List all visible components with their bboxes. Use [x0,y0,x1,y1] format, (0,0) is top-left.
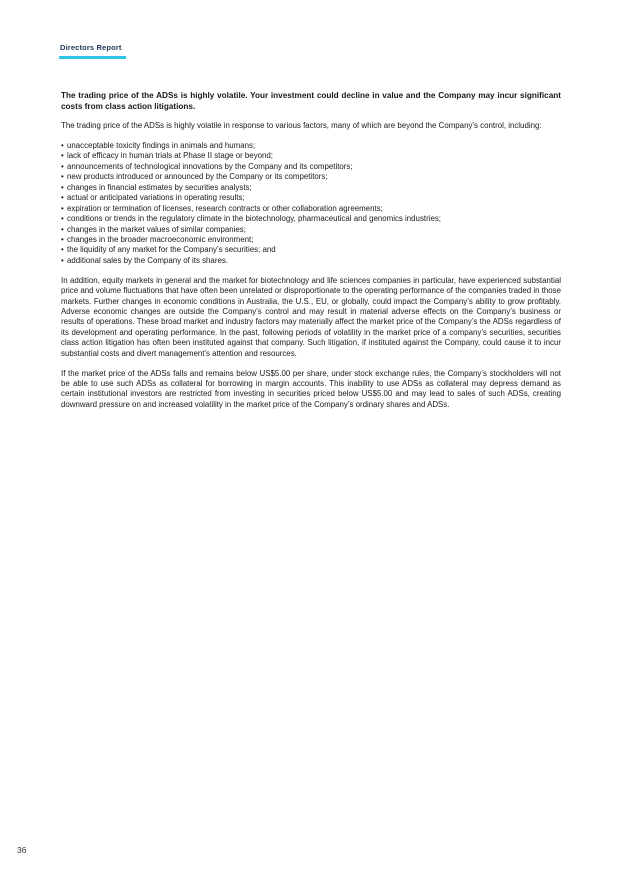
list-item [61,256,561,266]
list-item-text: expiration or termination of licenses, research contracts or other collaboration agreements; [67,203,383,213]
list-item-text: conditions or trends in the regulatory climate in the biotechnology, pharmaceutical and genomics industries; [67,214,441,224]
bullet-glyph: • [61,203,64,213]
list-item [61,245,561,255]
section-accent-rule [59,56,126,59]
list-item [61,162,561,172]
bullet-glyph: • [61,214,64,224]
bullet-glyph: • [61,182,64,192]
list-item [61,204,561,214]
list-item [61,193,561,203]
list-item [61,151,561,161]
list-item [61,141,561,151]
list-item [61,172,561,182]
market-paragraph: In addition, equity markets in general and the market for biotechnology and life sciences companies in particular, have experienced substantial price and volume fluctuations that have often been unrelated or disproportionate to the operating performance of the companies traded in those markets. Further changes in economic conditions in Australia, the U.S., EU, or globally, could impact the Company’s ability to grow profitably. Adverse economic changes are outside the Company’s control and may result in material adverse effects on the Company’s business or results of operations. These broad market and industry factors may materially affect the market price of the Company’s the ADSs regardless of its development and operating performance. In the past, following periods of volatility in the market price of a company’s securities, securities class action litigation has often been instituted against that company. Such litigation, if instituted against the Company, could cause it to incur substantial costs and divert management’s attention and resources. [61,275,561,358]
price-threshold-paragraph: If the market price of the ADSs falls and remains below US$5.00 per share, under stock exchange rules, the Company’s stockholders will not be able to use such ADSs as collateral for borrowing in margin accounts. This inability to use ADSs as collateral may depress demand as certain institutional investors are restricted from investing in securities priced below US$5.00 and may lead to sales of such ADSs, creating downward pressure on and increased volatility in the market price of the Company’s ordinary shares and ADSs. [61,368,561,409]
bullet-glyph: • [61,151,64,161]
list-item [61,183,561,193]
list-item-text: announcements of technological innovations by the Company and its competitors; [67,161,353,171]
intro-paragraph: The trading price of the ADSs is highly volatile in response to various factors, many of which are beyond the Company’s control, including: [61,121,542,130]
list-item [61,214,561,224]
list-item [61,225,561,235]
list-item-text: changes in financial estimates by securities analysts; [67,182,252,192]
bullet-glyph: • [61,172,64,182]
document-body [61,91,561,420]
factor-list [61,141,561,266]
bullet-glyph: • [61,245,64,255]
bullet-glyph: • [61,161,64,171]
bullet-glyph: • [61,193,64,203]
list-item-text: unacceptable toxicity findings in animals and humans; [67,140,256,150]
risk-heading: The trading price of the ADSs is highly volatile. Your investment could decline in value and the Company may incur significant costs from class action litigations. [61,91,561,111]
bullet-glyph: • [61,140,64,150]
list-item [61,235,561,245]
bullet-glyph: • [61,224,64,234]
list-item-text: additional sales by the Company of its shares. [67,255,228,265]
bullet-glyph: • [61,255,64,265]
list-item-text: changes in the market values of similar companies; [67,224,246,234]
section-label: Directors Report [60,43,122,52]
list-item-text: actual or anticipated variations in operating results; [67,193,245,203]
list-item-text: changes in the broader macroeconomic environment; [67,234,254,244]
list-item-text: the liquidity of any market for the Company’s securities; and [67,245,276,255]
page-number: 36 [17,845,27,855]
list-item-text: lack of efficacy in human trials at Phase II stage or beyond; [67,151,274,161]
bullet-glyph: • [61,234,64,244]
list-item-text: new products introduced or announced by the Company or its competitors; [67,172,328,182]
